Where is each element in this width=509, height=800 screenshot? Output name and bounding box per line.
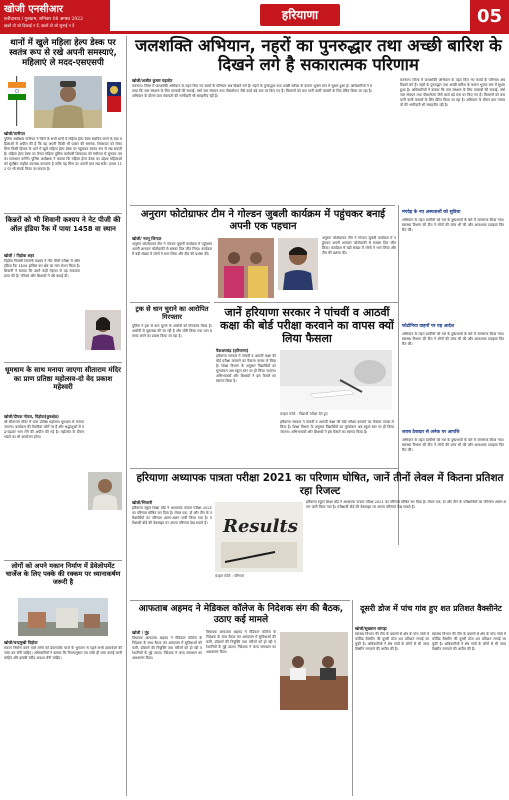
kinnar-body: पिहोवा निवासी शिवानी कश्यप ने नीट पीजी परीक्षा में ऑल इंडिया रैंक 1458 हासिल कर क्षेत्र का नाम रोशन किया है। शिवानी ने बताया कि उसने कड़ी मेहनत से यह सफलता प्राप्त की है। परिवार और शिक्षकों ने उसे बधाई दी। (4, 259, 80, 278)
column-divider (352, 600, 353, 796)
left-lead-byline: खोजी/पानीपत (4, 131, 25, 136)
results-caption: फ़ाइल फोटो : परिणाम (215, 574, 245, 578)
main-lead-byline: खोजी/अजीत कुमार गहलोत (132, 78, 173, 83)
divider (4, 213, 122, 214)
tricolor-flag-image (6, 76, 28, 126)
construction-article (4, 640, 122, 796)
kinnar-byline: खोजी / पिहोवा शहर (4, 253, 35, 258)
photographer-portrait (278, 238, 318, 290)
vaccine-headline: दूसरी डोज में पांच गांव हुए शत प्रतिशत वैक्सीनेट (360, 604, 502, 613)
masthead-tagline: ख़बरें वो जो दिखाई न दें, ख़बरें वो जो सुनाई न दें (4, 23, 75, 28)
vaccine-body-continued: स्वास्थ्य विभाग की टीम के प्रयासों से क्षेत्र के पांच गांवों में कोविड वैक्सीन की दूसरी डोज शत प्रतिशत लगाई जा चुकी है। अधिकारियों ने शेष गांवों के लोगों से भी जल्द वैक्सीन लगवाने की अपील की है। (432, 632, 506, 651)
photographer-body: अनुराग फोटोग्राफर टीम ने गोल्डन जुबली कार्यक्रम में पहुंचकर अपनी शानदार फोटोग्राफी से सबका दिल जीत लिया। कार्यक्रम में बड़ी संख्या में लोगों ने भाग लिया और टीम की प्रशंसा की। (132, 242, 212, 256)
kinnar-article (4, 253, 122, 317)
board-exam-body-continued: हरियाणा सरकार ने पांचवीं व आठवीं कक्षा की बोर्ड परीक्षा करवाने का फैसला वापस ले लिया है। शिक्षा विभाग के अनुसार विद्यार्थियों का मूल्यांकन अब स्कूल स्तर पर ही किया जाएगा। अभिभावकों और शिक्षकों ने इस फैसले का स्वागत किया है। (280, 420, 394, 434)
event-group-photo (218, 238, 274, 298)
left-lead-body: पुलिस अधीक्षक पानीपत ने जिले के सभी थानों में महिला हेल्प डेस्क स्थापित करने के बाद महिलाओं से अपील की है कि वह अपनी किसी भी प्रकार की समस्या, शिकायत को लेकर बिना किसी हिचक के थाने में खुले महिला हेल्प डेस्क पर पहुंचकर स्वतंत्र रूप से रख सकती हैं। महिला हेल्प डेस्क पर तैनात महिला पुलिस कर्मचारी शिकायत को गंभीरता से सुनकर उसका समाधान करेंगी। पुलिस अधीक्षक ने बताया कि महिला हेल्प डेस्क का उद्देश्य महिलाओं को सुरक्षित माहौल उपलब्ध करवाना है ताकि वह बिना डर अपनी बात रख सकें। डायल 112 पर भी संपर्क किया जा सकता है। (4, 137, 122, 171)
section-label: हरियाणा (260, 4, 340, 26)
officer-photo (34, 76, 102, 128)
side-story-title-2: फोटोनिया वाहनों पर यह आदेश (402, 324, 455, 329)
board-exam-byline: पैकअपचंद्र (हरियाणा) (216, 348, 249, 353)
photographer-byline: खोजी/ नवनू जिन्दल (132, 236, 162, 241)
construction-body: मकान निर्माण करने वाले लोगों को डेवलपमेंट चार्ज के भुगतान से पहले सभी दस्तावेजों की जांच कर लेनी चाहिए। अधिकारियों ने बताया कि नियमानुसार तय राशि ही जमा कराई जानी चाहिए और इसकी रसीद अवश्य लेनी चाहिए। (4, 646, 122, 660)
aftab-body: विधायक आफताब अहमद ने मेडिकल कॉलेज के निदेशक के साथ बैठक कर अस्पताल में सुविधाओं की कमी, डॉक्टरों की नियुक्ति तथा मरीजों को हो रही परेशानियों के मुद्दे उठाए। निदेशक ने जल्द समाधान का आश्वासन दिया। (132, 636, 202, 660)
masthead-brand-block (0, 0, 110, 34)
aftab-headline: आफताब अहमद ने मेडिकल कॉलेज के निदेशक संग की बैठक, उठाए कई मामले (138, 604, 344, 625)
side-story-title-1: मंगदेह के नए अस्पतालों को सुविधा (402, 210, 461, 215)
construction-photo (18, 598, 108, 636)
student-portrait (85, 310, 121, 350)
masthead-date: फ़रीदाबाद / गुरुग्राम, शनिवार 08 अगस्त 2022 (4, 17, 83, 22)
main-lead-headline: जलशक्ति अभियान, नहरों का पुनरुद्धार तथा अच्छी बारिश के दिखने लगे है सकारात्मक परिणाम (135, 36, 502, 74)
aftab-byline: खोजी / नूंह (132, 630, 149, 635)
photographer-continued (322, 236, 396, 300)
left-lead-headline: थानों में खुले महिला हेल्प डेस्क पर स्वतंत्र रूप से रखे अपनी समस्याएं, महिलाएं ले मदद-एसएसपी (9, 38, 117, 68)
board-exam-caption: फ़ाइल फोटो : विद्यार्थी परीक्षा देते हुए (280, 412, 328, 416)
masthead (0, 0, 509, 34)
side-story-title-3: शराब ठेकदार से अनेक पर आपत्ति (402, 430, 460, 435)
results-body-continued: हरियाणा स्कूल शिक्षा बोर्ड ने अध्यापक पात्रता परीक्षा 2021 का परिणाम घोषित कर दिया है। लेवल एक, दो और तीन के परीक्षार्थियों का परिणाम अलग-अलग जारी किया गया है। परीक्षार्थी बोर्ड की वेबसाइट पर अपना परिणाम देख सकते हैं। (306, 500, 506, 509)
temple-body: श्री सीताराम मंदिर में प्राण प्रतिष्ठा महोत्सव धूमधाम से मनाया जाएगा। कार्यक्रम की तैयारियां जोरों पर हैं और श्रद्धालुओं से बढ़-चढ़कर भाग लेने की अपील की गई है। महोत्सव के दौरान भंडारे का भी आयोजन होगा। (4, 420, 84, 439)
board-exam-headline: जानें हरियाणा सरकार ने पांचवीं व आठवीं कक्षा की बोर्ड परीक्षा करवाने का वापस क्यों लिया फैसला (220, 306, 394, 345)
results-byline: खोजी/भिवानी (132, 500, 153, 505)
meeting-photo (280, 632, 348, 710)
divider (4, 560, 122, 561)
right-column-top (400, 78, 505, 204)
column-divider (126, 36, 127, 796)
construction-byline: खोजी/चन्द्रमुखी पिहोवा (4, 640, 38, 645)
board-exam-body: हरियाणा सरकार ने पांचवीं व आठवीं कक्षा की बोर्ड परीक्षा करवाने का फैसला वापस ले लिया है। शिक्षा विभाग के अनुसार विद्यार्थियों का मूल्यांकन अब स्कूल स्तर पर ही किया जाएगा। अभिभावकों और शिक्षकों ने इस फैसले का स्वागत किया है। (216, 354, 276, 383)
divider (214, 302, 398, 303)
results-headline: हरियाणा अध्यापक पात्रता परीक्षा 2021 का परिणाम घोषित, जानें तीनों लेवल में कितना प्रतिशत रहा रिजल्ट (136, 472, 504, 497)
students-exam-photo (280, 350, 392, 410)
right-column-top-body: करनाल। जिला में जलशक्ति अभियान के तहत किए गए कार्यों के परिणाम अब दिखने लगे हैं। नहरों के पुनरुद्धार तथा अच्छी बारिश के कारण भूजल स्तर में सुधार हुआ है। अधिकारियों ने बताया कि जल संरक्षण के लिए तालाबों की सफाई, वर्षा जल संचयन तथा पौधारोपण जैसे कार्य बड़े स्तर पर किए गए हैं। किसानों को कम पानी वाली फसलों के लिए प्रेरित किया जा रहा है। अभियान के दौरान ग्राम पंचायतों की भागीदारी भी सराहनीय रही है। (400, 78, 505, 107)
vaccine-byline: खोजी/सुखराम जांगड़ा (355, 626, 387, 631)
temple-byline: खोजी/दीपक गोयल, पिहोवा(कुरुक्षेत्र) (4, 414, 59, 419)
divider (130, 205, 395, 206)
results-article (132, 500, 212, 602)
brand-name: खोजी एनसीआर (4, 4, 64, 15)
divider (130, 302, 210, 303)
left-lead-article (4, 131, 122, 213)
main-lead-body: करनाल। जिला में जलशक्ति अभियान के तहत किए गए कार्यों के परिणाम अब दिखने लगे हैं। नहरों के पुनरुद्धार तथा अच्छी बारिश के कारण भूजल स्तर में सुधार हुआ है। अधिकारियों ने बताया कि जल संरक्षण के लिए तालाबों की सफाई, वर्षा जल संचयन तथा पौधारोपण जैसे कार्य बड़े स्तर पर किए गए हैं। किसानों को कम पानी वाली फसलों के लिए प्रेरित किया जा रहा है। अभियान के दौरान ग्राम पंचायतों की भागीदारी भी सराहनीय रही है। (132, 84, 372, 98)
side-story-body-3: अभियान के तहत ग्रामीणों को नशे के दुष्प्रभावों के बारे में जागरूक किया गया। स्वास्थ्य विभाग की टीम ने लोगों की जांच भी की और आवश्यक दवाइयां वितरित कीं। (402, 438, 504, 452)
spokesperson-portrait (88, 472, 122, 510)
board-exam-article (216, 348, 276, 434)
side-story-body-2: अभियान के तहत ग्रामीणों को नशे के दुष्प्रभावों के बारे में जागरूक किया गया। स्वास्थ्य विभाग की टीम ने लोगों की जांच भी की और आवश्यक दवाइयां वितरित कीं। (402, 332, 504, 346)
results-image-text: Results (223, 516, 298, 537)
aftab-body-continued: विधायक आफताब अहमद ने मेडिकल कॉलेज के निदेशक के साथ बैठक कर अस्पताल में सुविधाओं की कमी, डॉक्टरों की नियुक्ति तथा मरीजों को हो रही परेशानियों के मुद्दे उठाए। निदेशक ने जल्द समाधान का आश्वासन दिया। (206, 630, 276, 654)
temple-headline: धूमधाम के साथ मनाया जाएगा सीताराम मंदिर का प्राण प्रतिष्ठा महोत्सव-दो वेद प्रकाश महेश्वरी (5, 366, 121, 391)
police-emblem-image (105, 76, 123, 126)
results-graphic (215, 502, 303, 572)
page-number: 05 (470, 0, 509, 34)
divider (4, 362, 122, 363)
masthead-center (110, 0, 470, 34)
divider (130, 468, 398, 469)
vaccine-body: स्वास्थ्य विभाग की टीम के प्रयासों से क्षेत्र के पांच गांवों में कोविड वैक्सीन की दूसरी डोज शत प्रतिशत लगाई जा चुकी है। अधिकारियों ने शेष गांवों के लोगों से भी जल्द वैक्सीन लगवाने की अपील की है। (355, 632, 429, 651)
aftab-article (132, 630, 202, 796)
construction-headline: लोगों को अपने मकान निर्माण में डेवेलोपमेंट चार्जेज के लिए पक्के की रक्कम पर ध्यानाकर्षण जरूरी है (5, 562, 121, 586)
results-image (215, 502, 303, 572)
photographer-headline: अनुराग फोटोग्राफर टीम ने गोल्डन जुबली कार्यक्रम में पहुंचकर बनाई अपनी एक पहचान (140, 209, 386, 232)
results-body: हरियाणा स्कूल शिक्षा बोर्ड ने अध्यापक पात्रता परीक्षा 2021 का परिणाम घोषित कर दिया है। लेवल एक, दो और तीन के परीक्षार्थियों का परिणाम अलग-अलग जारी किया गया है। परीक्षार्थी बोर्ड की वेबसाइट पर अपना परिणाम देख सकते हैं। (132, 506, 212, 525)
side-story-body-1: अभियान के तहत ग्रामीणों को नशे के दुष्प्रभावों के बारे में जागरूक किया गया। स्वास्थ्य विभाग की टीम ने लोगों की जांच भी की और आवश्यक दवाइयां वितरित कीं। (402, 218, 504, 232)
truck-headline: ट्रक से धान चुराने का आरोपित गिरफ्तार (135, 305, 209, 321)
divider (130, 600, 350, 601)
kinnar-headline: किन्नरों को भी शिवानी कश्यप ने नेट पीजी की ऑल इंडिया रैंक में पाया 1458 वा स्थान (5, 216, 121, 233)
truck-body: पुलिस ने ट्रक से धान चुराने के आरोपी को गिरफ्तार किया है। आरोपी से पूछताछ की जा रही है और चोरी किया गया धान बरामद करने का प्रयास किया जा रहा है। (132, 324, 212, 338)
photographer-body-continued: अनुराग फोटोग्राफर टीम ने गोल्डन जुबली कार्यक्रम में पहुंचकर अपनी शानदार फोटोग्राफी से सबका दिल जीत लिया। कार्यक्रम में बड़ी संख्या में लोगों ने भाग लिया और टीम की प्रशंसा की। (322, 236, 396, 255)
